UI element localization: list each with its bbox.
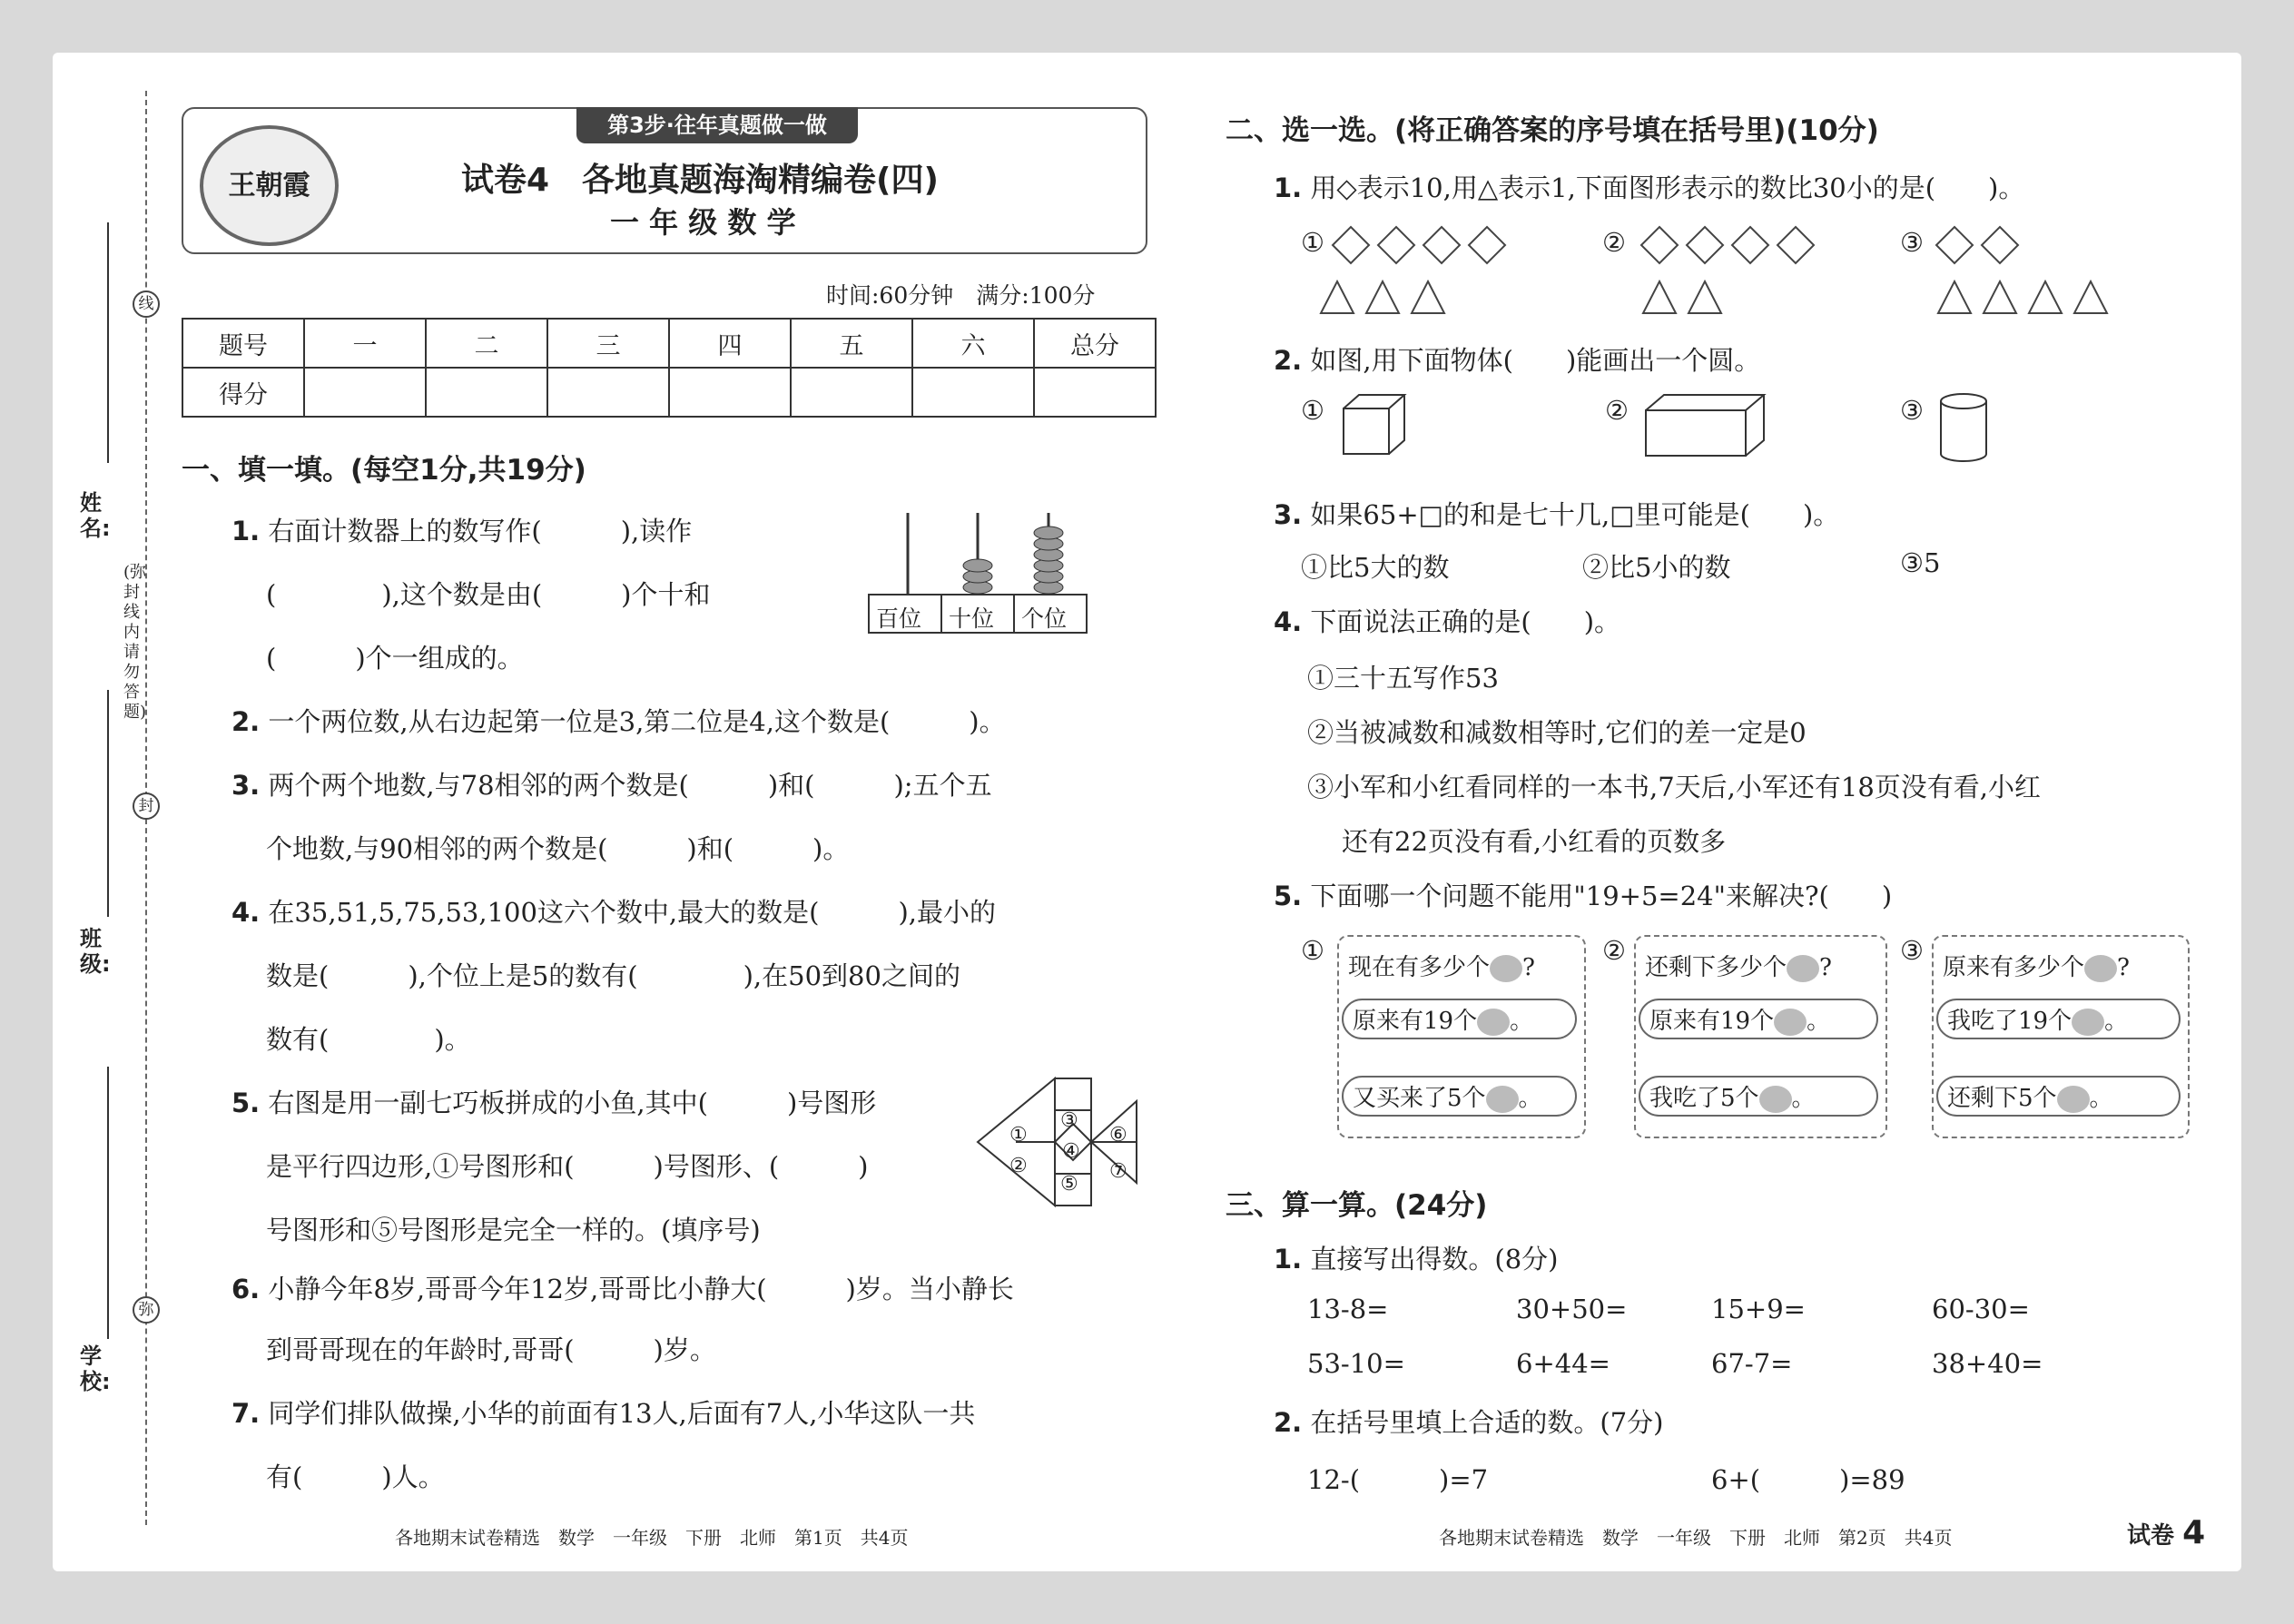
name-line <box>107 222 109 463</box>
q4-option-2: ②当被减数和减数相等时,它们的差一定是0 <box>1307 717 1807 748</box>
card-2-question: 还剩下多少个 ? <box>1645 954 1832 981</box>
tangram-label-1: ① <box>1009 1124 1028 1147</box>
seal-note: (弥封线内请勿答题) <box>123 563 147 722</box>
fill-item: 6+( )=89 <box>1711 1464 1905 1495</box>
object-option-1-label: ① <box>1301 395 1324 426</box>
calc-question-2: 2. 在括号里填上合适的数。(7分) <box>1274 1407 1664 1438</box>
question-3-line-1: 3. 两个两个地数,与78相邻的两个数是( )和( );五个五 <box>231 770 992 801</box>
seal-xian: 线 <box>133 290 160 318</box>
q4-option-1: ①三十五写作53 <box>1307 663 1499 694</box>
seal-mi: 弥 <box>133 1296 160 1324</box>
score-cell[interactable] <box>304 368 426 417</box>
score-header-cell: 三 <box>547 319 669 368</box>
calc-item: 60-30= <box>1932 1294 2030 1324</box>
option-1-label: ① <box>1301 227 1324 258</box>
shape-options <box>1301 222 2154 322</box>
question-3-line-2: 个地数,与90相邻的两个数是( )和( )。 <box>266 833 850 864</box>
question-1-line-2: ( ),这个数是由( )个十和 <box>266 579 711 610</box>
question-5-line-2: 是平行四边形,①号图形和( )号图形、( ) <box>266 1151 869 1182</box>
ball-icon <box>1486 1086 1519 1113</box>
option-2-label: ② <box>1602 227 1626 258</box>
footer-left: 各地期末试卷精选 数学 一年级 下册 北师 第1页 共4页 <box>395 1527 909 1549</box>
card-2-line-a: 原来有19个 。 <box>1639 999 1878 1039</box>
section-3-title: 三、算一算。(24分) <box>1226 1189 1488 1222</box>
score-cell[interactable] <box>547 368 669 417</box>
ball-icon <box>1774 1009 1807 1036</box>
score-cell[interactable] <box>1034 368 1156 417</box>
question-4-line-2: 数是( ),个位上是5的数有( ),在50到80之间的 <box>266 960 960 991</box>
score-row-label: 得分 <box>182 368 304 417</box>
question-1-line-1: 1. 右面计数器上的数写作( ),读作 <box>231 516 693 546</box>
score-cell[interactable] <box>791 368 912 417</box>
ball-icon <box>2084 955 2117 982</box>
score-cell[interactable] <box>669 368 791 417</box>
abacus-label-hundreds: 百位 <box>876 605 922 632</box>
question-7-line-2: 有( )人。 <box>266 1462 445 1492</box>
question-6-line-1: 6. 小静今年8岁,哥哥今年12岁,哥哥比小静大( )岁。当小静长 <box>231 1274 1014 1304</box>
ball-icon <box>1477 1009 1510 1036</box>
school-label: 学校: <box>80 1343 111 1394</box>
exam-subtitle: 一 年 级 数 学 <box>610 205 796 240</box>
ball-icon <box>2057 1086 2090 1113</box>
calc-item: 15+9= <box>1711 1294 1806 1324</box>
card-1-question: 现在有多少个 ? <box>1348 954 1535 981</box>
card-3-question: 原来有多少个 ? <box>1943 954 2130 981</box>
step-banner: 第3步·往年真题做一做 <box>576 107 858 143</box>
card-option-3-label: ③ <box>1900 935 1924 966</box>
score-header-cell: 二 <box>426 319 547 368</box>
seal-feng: 封 <box>133 792 160 820</box>
score-header-cell: 五 <box>791 319 912 368</box>
class-label: 班级: <box>80 926 111 977</box>
tangram-label-4: ④ <box>1062 1140 1080 1163</box>
abacus-label-tens: 十位 <box>949 605 995 632</box>
question-6-line-2: 到哥哥现在的年龄时,哥哥( )岁。 <box>266 1334 716 1365</box>
calc-item: 30+50= <box>1516 1294 1628 1324</box>
calc-item: 6+44= <box>1516 1348 1610 1379</box>
option-3-label: ③ <box>1900 227 1924 258</box>
score-header-cell: 四 <box>669 319 791 368</box>
footer-right: 各地期末试卷精选 数学 一年级 下册 北师 第2页 共4页 <box>1439 1527 1953 1549</box>
score-cell[interactable] <box>426 368 547 417</box>
ball-icon <box>2072 1009 2104 1036</box>
cuboid-icon <box>1641 390 1768 463</box>
name-label: 姓名: <box>80 490 111 541</box>
abacus-label-ones: 个位 <box>1021 605 1068 632</box>
choice-question-2: 2. 如图,用下面物体( )能画出一个圆。 <box>1274 345 1761 376</box>
card-option-1-label: ① <box>1301 935 1324 966</box>
ball-icon <box>1759 1086 1792 1113</box>
q4-option-3-line-1: ③小军和小红看同样的一本书,7天后,小军还有18页没有看,小红 <box>1307 772 2042 802</box>
score-header-cell: 一 <box>304 319 426 368</box>
question-7-line-1: 7. 同学们排队做操,小华的前面有13人,后面有7人,小华这队一共 <box>231 1398 976 1429</box>
calc-item: 53-10= <box>1307 1348 1405 1379</box>
calc-item: 67-7= <box>1711 1348 1793 1379</box>
q3-option-3: ③5 <box>1900 547 1941 578</box>
ball-icon <box>1787 955 1819 982</box>
question-4-line-1: 4. 在35,51,5,75,53,100这六个数中,最大的数是( ),最小的 <box>231 897 996 928</box>
q4-option-3-line-2: 还有22页没有看,小红看的页数多 <box>1342 826 1727 857</box>
time-score-info: 时间:60分钟 满分:100分 <box>826 282 1096 309</box>
class-line <box>107 690 109 917</box>
calc-item: 38+40= <box>1932 1348 2043 1379</box>
tangram-fish <box>973 1074 1146 1219</box>
choice-question-5: 5. 下面哪一个问题不能用"19+5=24"来解决?( ) <box>1274 881 1893 911</box>
score-header-cell: 六 <box>912 319 1034 368</box>
card-3-line-b: 还剩下5个 。 <box>1936 1076 2181 1117</box>
choice-question-4: 4. 下面说法正确的是( )。 <box>1274 606 1621 637</box>
object-option-2-label: ② <box>1605 395 1629 426</box>
calc-item: 13-8= <box>1307 1294 1389 1324</box>
question-5-line-3: 号图形和⑤号图形是完全一样的。(填序号) <box>266 1215 761 1245</box>
score-table <box>182 318 1157 418</box>
object-option-3-label: ③ <box>1900 395 1924 426</box>
cube-icon <box>1339 390 1412 463</box>
tangram-label-6: ⑥ <box>1109 1124 1127 1147</box>
card-1-line-b: 又买来了5个 。 <box>1342 1076 1577 1117</box>
tangram-label-2: ② <box>1009 1155 1028 1177</box>
school-line <box>107 1067 109 1339</box>
ball-icon <box>1490 955 1522 982</box>
question-1-line-3: ( )个一组成的。 <box>266 643 524 674</box>
brand-logo: 王朝霞 <box>200 125 339 246</box>
exam-title: 试卷4 各地真题海淘精编卷(四) <box>461 162 939 199</box>
q3-option-2: ②比5小的数 <box>1582 552 1731 583</box>
tangram-label-3: ③ <box>1060 1109 1078 1132</box>
score-cell[interactable] <box>912 368 1034 417</box>
section-1-title: 一、填一填。(每空1分,共19分) <box>182 454 586 487</box>
calc-question-1: 1. 直接写出得数。(8分) <box>1274 1244 1559 1275</box>
cylinder-icon <box>1936 390 1991 468</box>
question-4-line-3: 数有( )。 <box>266 1024 471 1055</box>
score-header-cell: 题号 <box>182 319 304 368</box>
score-header-cell: 总分 <box>1034 319 1156 368</box>
card-3-line-a: 我吃了19个 。 <box>1936 999 2181 1039</box>
tangram-label-7: ⑦ <box>1109 1160 1127 1183</box>
choice-question-3: 3. 如果65+□的和是七十几,□里可能是( )。 <box>1274 499 1840 530</box>
exam-tag: 试卷 4 <box>2127 1514 2206 1551</box>
choice-question-1: 1. 用◇表示10,用△表示1,下面图形表示的数比30小的是( )。 <box>1274 172 2025 203</box>
card-2-line-b: 我吃了5个 。 <box>1639 1076 1878 1117</box>
fill-item: 12-( )=7 <box>1307 1464 1489 1495</box>
card-1-line-a: 原来有19个 。 <box>1342 999 1577 1039</box>
section-2-title: 二、选一选。(将正确答案的序号填在括号里)(10分) <box>1226 114 1879 147</box>
card-option-2-label: ② <box>1602 935 1626 966</box>
q3-option-1: ①比5大的数 <box>1301 552 1450 583</box>
tangram-label-5: ⑤ <box>1060 1173 1078 1196</box>
question-5-line-1: 5. 右图是用一副七巧板拼成的小鱼,其中( )号图形 <box>231 1088 877 1118</box>
question-2: 2. 一个两位数,从右边起第一位是3,第二位是4,这个数是( )。 <box>231 706 1006 737</box>
